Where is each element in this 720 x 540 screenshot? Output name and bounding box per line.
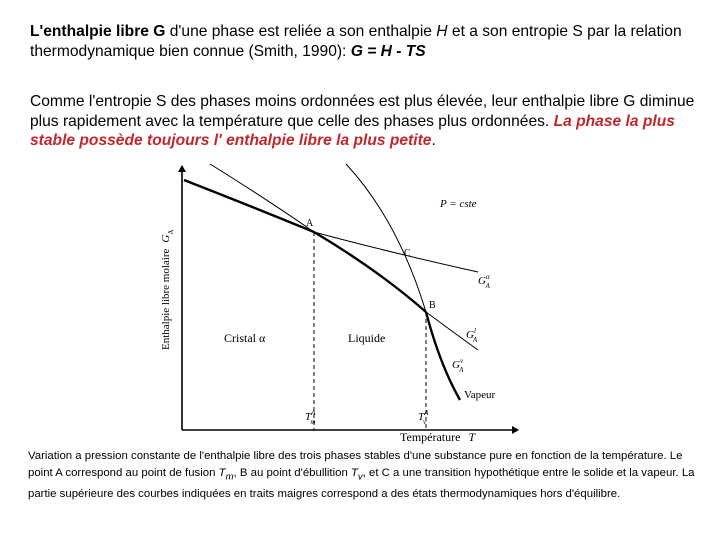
tv-label: $T^A$ v — [418, 409, 429, 426]
pressure-label: P = cste — [440, 198, 477, 210]
symbol-h: H — [436, 23, 448, 40]
solid-curve-metastable — [314, 232, 478, 272]
point-b-label: B — [429, 300, 436, 311]
g-vapeur-label: $G^v$ A — [452, 357, 464, 374]
intro-paragraph — [30, 22, 700, 61]
g-liquide-label: $G^l$ A — [466, 327, 478, 344]
point-c-label: C — [404, 248, 411, 259]
vapour-curve-metastable — [346, 164, 426, 312]
liquid-curve-metastable-low — [210, 164, 314, 232]
caption-tv: $T_v$ — [350, 467, 363, 483]
intro-text-2: et a son entropie S par la relation thermodynamique bien connue (Smith, 1990): — [30, 23, 682, 60]
caption-tm: $T_m$ — [218, 467, 234, 483]
gibbs-formula: G = H - TS — [350, 42, 426, 60]
solid-curve-stable — [184, 180, 314, 232]
point-a-label: A — [306, 218, 314, 229]
caption-text-2: , B au point d'ébullition — [233, 467, 351, 480]
entropy-end: . — [431, 132, 436, 149]
vapeur-label: Vapeur — [464, 389, 496, 401]
y-axis-label: Enthalpie libre molaireG$_A$ — [160, 229, 175, 350]
figure-caption — [28, 448, 700, 503]
liquid-curve-stable — [314, 232, 426, 312]
vapour-curve-stable — [426, 312, 460, 400]
stability-highlight: La phase la plus stable possède toujours l' enthalpie libre la plus petite — [30, 112, 675, 149]
tm-label: $T^A$ m — [305, 409, 316, 426]
g-alpha-label: $G^\alpha$ A — [478, 273, 490, 290]
x-axis-label: Température T — [400, 430, 476, 444]
cristal-label: Cristal α — [224, 331, 266, 345]
liquide-label: Liquide — [348, 331, 386, 345]
caption-text-1: Variation a pression constante de l'enthalpie libre des trois phases stables d'une substance pure en fonction de la température. Le point A correspond au point de fusion — [28, 450, 683, 480]
intro-text-1: d'une phase est reliée a son enthalpie — [165, 23, 437, 40]
term-enthalpie-libre: L'enthalpie libre G — [30, 23, 166, 40]
caption-text-3: , et C a une transition hypothétique entre le solide et la vapeur. La partie supérieure des courbes indiquées en traits maigres correspond a des états thermodynamiques hors d'équilibre. — [28, 467, 695, 500]
entropy-text: Comme l'entropie S des phases moins ordonnées est plus élevée, leur enthalpie libre G diminue plus rapidement avec la température que celle des phases plus ordonnées. — [30, 93, 695, 130]
entropy-paragraph — [30, 92, 700, 151]
gibbs-energy-diagram — [148, 160, 520, 445]
